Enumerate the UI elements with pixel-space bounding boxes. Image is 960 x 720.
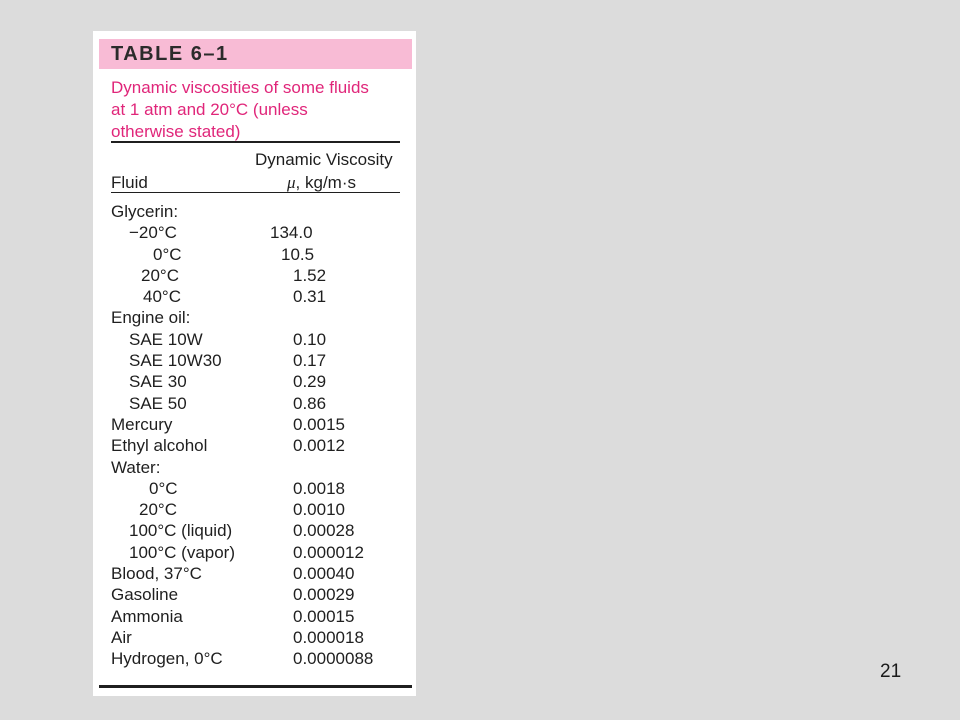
viscosity-value: 0.00040 [293,564,355,584]
mu-symbol: μ [287,173,296,192]
table-row [93,329,416,350]
table-row [93,393,416,414]
bottom-rule [99,685,412,688]
fluid-name: Gasoline [111,585,179,605]
viscosity-value: 0.00029 [293,585,355,605]
table-caption [111,77,401,143]
viscosity-value: 0.00028 [293,521,355,541]
table-row [93,307,416,328]
table-row [93,584,416,605]
viscosity-value: 0.17 [293,351,327,371]
fluid-name: Glycerin: [111,202,179,221]
fluid-name: Mercury [111,414,173,434]
table-title-band [99,39,412,69]
table-row [93,371,416,392]
viscosity-column-header: Dynamic Viscosity [255,150,393,169]
table-body [93,201,416,670]
top-rule [111,141,400,143]
fluid-name: SAE 50 [129,393,187,413]
caption-line: at 1 atm and 20°C (unless [111,100,308,119]
table-row [93,286,416,307]
fluid-name: Engine oil: [111,308,191,328]
table-row [93,457,416,478]
viscosity-value: 1.52 [293,265,327,285]
table-row [93,414,416,435]
caption-line: Dynamic viscosities of some fluids [111,78,369,97]
fluid-name: Blood, 37°C [111,564,202,584]
viscosity-value: 0.10 [293,329,327,349]
fluid-name: SAE 10W30 [129,351,222,371]
fluid-name: 0°C [149,478,178,498]
fluid-name: 20°C [141,265,179,285]
page-number: 21 [880,661,902,682]
table-row [93,520,416,541]
table-row [93,201,416,222]
fluid-name: Water: [111,457,161,477]
viscosity-value: 0.31 [293,287,327,307]
fluid-name: Ammonia [111,606,183,626]
table-row [93,542,416,563]
viscosity-value: 0.0015 [293,414,345,434]
viscosity-value: 0.00015 [293,606,355,626]
table-row [93,435,416,456]
caption-line: otherwise stated) [111,122,241,141]
fluid-name: Ethyl alcohol [111,436,208,456]
table-row [93,606,416,627]
viscosity-value: 0.0018 [293,478,345,498]
table-row [93,222,416,243]
table-row [93,350,416,371]
viscosity-value: 0.000018 [293,627,364,647]
fluid-name: Air [111,627,132,647]
table-row [93,648,416,669]
fluid-name: −20°C [129,223,177,243]
table-row [93,478,416,499]
table-row [93,499,416,520]
table-row [93,265,416,286]
fluid-name: 40°C [143,287,181,307]
fluid-name: 20°C [139,500,177,520]
viscosity-value: 0.0010 [293,500,345,520]
viscosity-unit: , kg/m·s [295,173,356,192]
table-panel [93,31,416,696]
viscosity-value: 134.0 [270,223,313,243]
table-row [93,244,416,265]
fluid-name: SAE 30 [129,372,187,392]
table-title: TABLE 6–1 [111,43,229,65]
viscosity-value: 0.29 [293,372,327,392]
viscosity-value: 0.86 [293,393,327,413]
fluid-name: 100°C (vapor) [129,542,236,562]
viscosity-value: 0.000012 [293,542,364,562]
fluid-name: SAE 10W [129,329,203,349]
fluid-name: 0°C [153,244,182,264]
fluid-name: Hydrogen, 0°C [111,649,223,669]
viscosity-value: 10.5 [281,244,315,264]
fluid-column-header: Fluid [111,173,148,192]
viscosity-value: 0.0012 [293,436,345,456]
viscosity-value: 0.0000088 [293,649,374,669]
fluid-name: 100°C (liquid) [129,521,233,541]
viscosity-unit-header [287,173,356,193]
header-rule [111,192,400,193]
table-row [93,563,416,584]
table-row [93,627,416,648]
